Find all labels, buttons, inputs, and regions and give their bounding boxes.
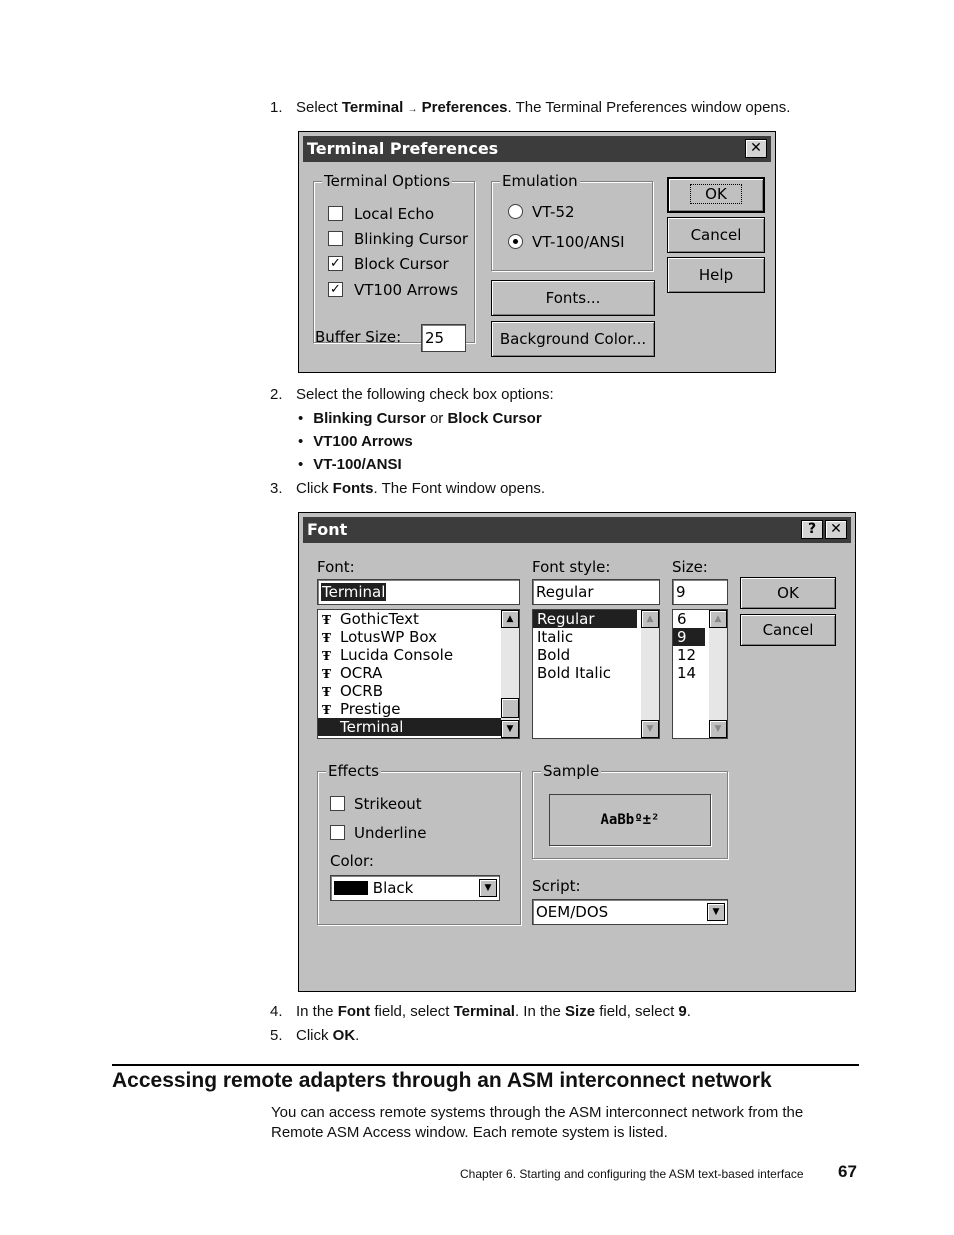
underline-checkbox[interactable]: [330, 825, 345, 840]
ok-button[interactable]: OK: [667, 177, 765, 213]
list-item[interactable]: 14: [677, 664, 697, 682]
close-button[interactable]: [825, 520, 847, 539]
scroll-up-icon[interactable]: ▲: [501, 610, 519, 628]
bullet-3: • VT-100/ANSI: [298, 456, 402, 473]
color-label: Color:: [330, 852, 374, 870]
scroll-down-icon[interactable]: ▼: [501, 720, 519, 738]
background-color-button[interactable]: Background Color...: [491, 321, 655, 357]
vt52-radio[interactable]: [508, 204, 523, 219]
vt100-ansi-radio[interactable]: [508, 234, 523, 249]
scroll-down-icon[interactable]: ▼: [709, 720, 727, 738]
color-swatch: [334, 881, 368, 895]
fonts-button[interactable]: Fonts...: [491, 280, 655, 316]
font-scrollbar[interactable]: [501, 610, 519, 738]
size-label: Size:: [672, 558, 708, 576]
cancel-button[interactable]: Cancel: [740, 614, 836, 646]
block-cursor-label: Block Cursor: [354, 255, 449, 273]
script-label: Script:: [532, 877, 581, 895]
page-number: 67: [838, 1162, 857, 1181]
font-window: [298, 512, 856, 992]
menu-arrow-icon: →: [407, 104, 418, 115]
sample-group: [532, 762, 728, 859]
list-item[interactable]: Bold Italic: [537, 664, 612, 682]
font-label: Font:: [317, 558, 355, 576]
script-select[interactable]: OEM/DOS ▼: [532, 899, 728, 925]
terminal-options-group: [313, 172, 475, 343]
blinking-cursor-label: Blinking Cursor: [354, 230, 469, 248]
list-item[interactable]: Ŧ LotusWP Box: [322, 628, 438, 646]
group-label: Effects: [328, 762, 379, 780]
cancel-button[interactable]: Cancel: [667, 217, 765, 253]
truetype-icon: Ŧ: [322, 631, 331, 645]
section-heading: Accessing remote adapters through an ASM interconnect network: [112, 1069, 772, 1092]
section-rule: [112, 1064, 859, 1066]
font-input[interactable]: Terminal: [317, 579, 520, 605]
list-item-selected[interactable]: 9: [673, 628, 705, 646]
truetype-icon: Ŧ: [322, 667, 331, 681]
vt52-label: VT-52: [532, 203, 575, 221]
font-list[interactable]: [317, 609, 520, 739]
close-icon: ✕: [830, 521, 842, 537]
check-icon: ✓: [330, 256, 341, 271]
list-item[interactable]: Ŧ OCRB: [322, 682, 383, 700]
vt100-arrows-checkbox[interactable]: [328, 282, 343, 297]
window-title: Font: [307, 520, 348, 539]
size-input[interactable]: 9: [672, 579, 728, 605]
size-scrollbar[interactable]: [709, 610, 727, 738]
list-item[interactable]: Ŧ Lucida Console: [322, 646, 454, 664]
truetype-icon: Ŧ: [322, 649, 331, 663]
truetype-icon: Ŧ: [322, 703, 331, 717]
list-item[interactable]: Bold: [537, 646, 571, 664]
group-label: Sample: [543, 762, 600, 780]
list-item[interactable]: Ŧ GothicText: [322, 610, 419, 628]
color-select[interactable]: Black ▼: [330, 875, 500, 901]
terminal-preferences-window: [298, 131, 776, 373]
list-item[interactable]: Ŧ Prestige: [322, 700, 401, 718]
bullet-2: • VT100 Arrows: [298, 433, 413, 450]
dropdown-arrow-icon[interactable]: ▼: [479, 879, 497, 897]
list-item[interactable]: Ŧ OCRA: [322, 664, 383, 682]
window-title: Terminal Preferences: [307, 139, 499, 158]
group-label: Emulation: [502, 172, 578, 190]
scroll-up-icon[interactable]: ▲: [641, 610, 659, 628]
ok-button[interactable]: OK: [740, 577, 836, 609]
bullet-1: • Blinking Cursor or Block Cursor: [298, 410, 542, 427]
close-icon: ✕: [750, 140, 762, 156]
close-button[interactable]: [745, 139, 767, 158]
list-item-selected[interactable]: Terminal: [318, 718, 501, 736]
dropdown-arrow-icon[interactable]: ▼: [707, 903, 725, 921]
group-label: Terminal Options: [324, 172, 451, 190]
scroll-down-icon[interactable]: ▼: [641, 720, 659, 738]
size-list[interactable]: [672, 609, 728, 739]
font-style-input[interactable]: Regular: [532, 579, 660, 605]
vt100-arrows-label: VT100 Arrows: [354, 281, 459, 299]
title-bar: [303, 517, 851, 543]
emulation-group: [491, 172, 653, 271]
effects-group: [317, 762, 521, 925]
check-icon: ✓: [330, 282, 341, 297]
strikeout-label: Strikeout: [354, 795, 422, 813]
blinking-cursor-checkbox[interactable]: [328, 231, 343, 246]
buffer-size-input[interactable]: 25: [421, 324, 466, 352]
font-style-list[interactable]: [532, 609, 660, 739]
list-item[interactable]: 12: [677, 646, 697, 664]
style-scrollbar[interactable]: [641, 610, 659, 738]
underline-label: Underline: [354, 824, 427, 842]
local-echo-label: Local Echo: [354, 205, 435, 223]
title-bar: [303, 136, 771, 162]
list-item[interactable]: Italic: [537, 628, 574, 646]
buffer-size-label: Buffer Size:: [315, 328, 402, 346]
strikeout-checkbox[interactable]: [330, 796, 345, 811]
font-style-label: Font style:: [532, 558, 611, 576]
scroll-thumb[interactable]: [501, 698, 519, 718]
question-icon: ?: [807, 521, 817, 537]
scroll-up-icon[interactable]: ▲: [709, 610, 727, 628]
block-cursor-checkbox[interactable]: [328, 256, 343, 271]
list-item[interactable]: 6: [677, 610, 687, 628]
help-button[interactable]: Help: [667, 257, 765, 293]
truetype-icon: Ŧ: [322, 613, 331, 627]
help-title-button[interactable]: [801, 520, 823, 539]
truetype-icon: Ŧ: [322, 685, 331, 699]
local-echo-checkbox[interactable]: [328, 206, 343, 221]
section-paragraph: You can access remote systems through the ASM interconnect network from the Remote ASM Access window. Each remote system is listed.: [271, 1104, 804, 1141]
vt100-ansi-label: VT-100/ANSI: [532, 233, 625, 251]
footer-chapter: Chapter 6. Starting and configuring the ASM text-based interface: [460, 1167, 804, 1181]
list-item-selected[interactable]: Regular: [533, 610, 637, 628]
sample-preview: AaBbº±²: [549, 794, 711, 846]
